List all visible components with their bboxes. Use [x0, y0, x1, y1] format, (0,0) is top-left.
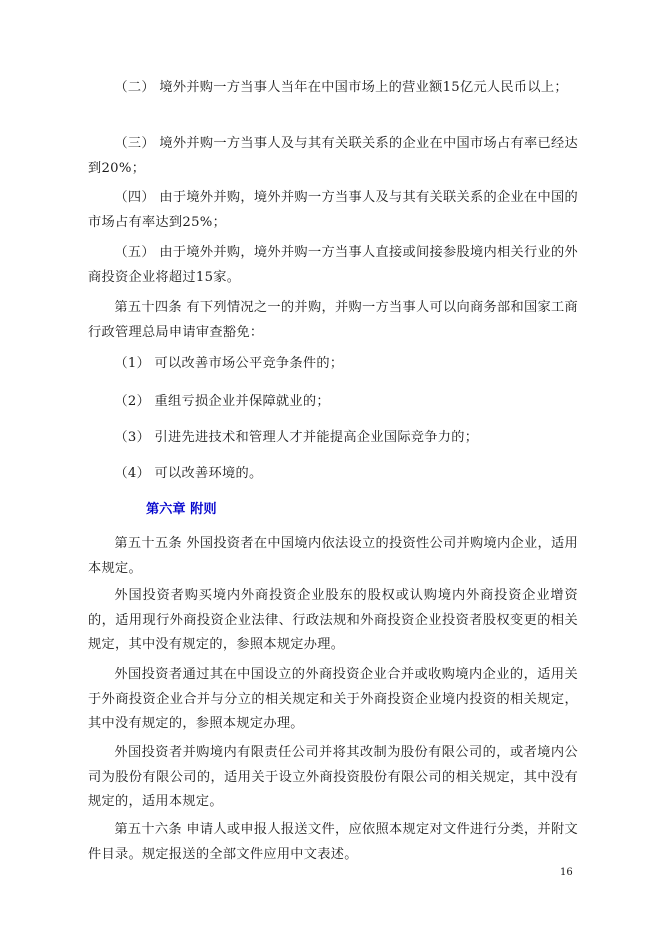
article-56: 第五十六条 申请人或申报人报送文件，应依照本规定对文件进行分类，并附文件目录。规定报送的全部文件应用中文表述。	[88, 822, 578, 862]
chapter-heading: 第六章 附则	[146, 502, 217, 517]
exemption-item-4: （4） 可以改善环境的。	[114, 466, 263, 481]
paragraph-item-4: （四） 由于境外并购，境外并购一方当事人及与其有关联关系的企业在中国的市场占有率达到25%；	[88, 190, 578, 230]
paragraph-item-3: （三） 境外并购一方当事人及与其有关联关系的企业在中国市场占有率已经达到20%；	[88, 136, 578, 176]
exemption-item-3: （3） 引进先进技术和管理人才并能提高企业国际竞争力的；	[114, 430, 479, 445]
exemption-item-1: （1） 可以改善市场公平竞争条件的；	[114, 356, 344, 371]
paragraph-item-2: （二） 境外并购一方当事人当年在中国市场上的营业额15亿元人民币以上；	[114, 80, 568, 95]
paragraph-merger: 外国投资者通过其在中国设立的外商投资企业合并或收购境内企业的，适用关于外商投资企业合并与分立的相关规定和关于外商投资企业境内投资的相关规定，其中没有规定的，参照本规定办理。	[88, 667, 578, 731]
exemption-item-2: （2） 重组亏损企业并保障就业的；	[114, 394, 330, 409]
article-54: 第五十四条 有下列情况之一的并购，并购一方当事人可以向商务部和国家工商行政管理总局申请审查豁免：	[88, 300, 578, 340]
paragraph-share-acquisition: 外国投资者购买境内外商投资企业股东的股权或认购境内外商投资企业增资的，适用现行外商投资企业法律、行政法规和外商投资企业投资者股权变更的相关规定，其中没有规定的，参照本规定办理。	[88, 588, 578, 652]
paragraph-item-5: （五） 由于境外并购，境外并购一方当事人直接或间接参股境内相关行业的外商投资企业将超过15家。	[88, 245, 578, 285]
page-number: 16	[560, 867, 573, 878]
paragraph-restructure: 外国投资者并购境内有限责任公司并将其改制为股份有限公司的，或者境内公司为股份有限公司的，适用关于设立外商投资股份有限公司的相关规定，其中没有规定的，适用本规定。	[88, 745, 578, 809]
article-55: 第五十五条 外国投资者在中国境内依法设立的投资性公司并购境内企业，适用本规定。	[88, 536, 578, 576]
